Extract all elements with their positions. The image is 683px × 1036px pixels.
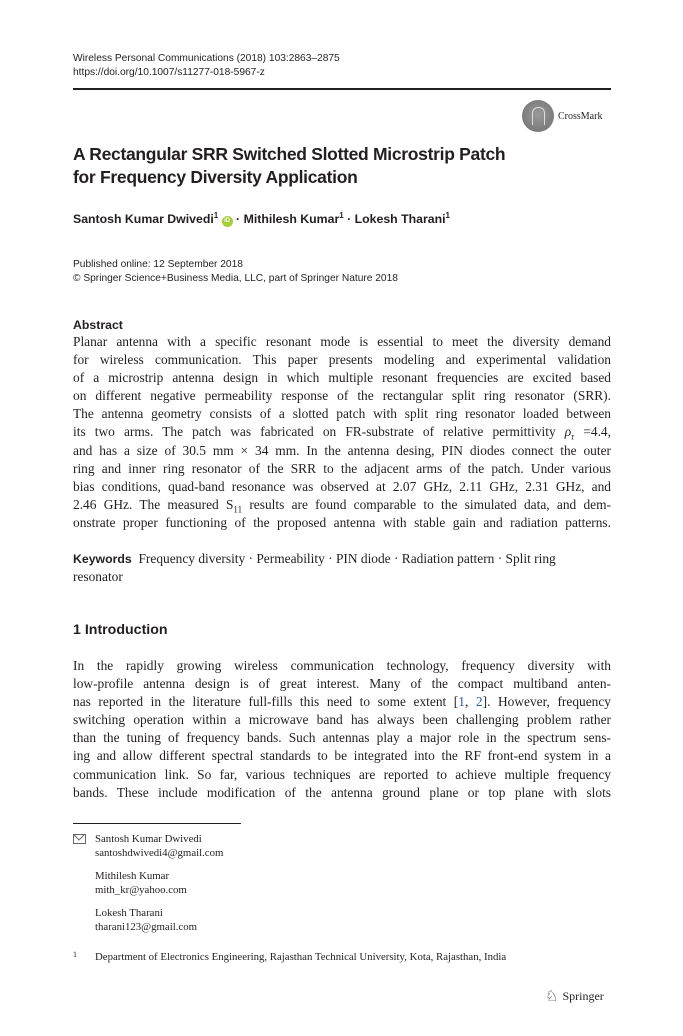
text-line-content — [73, 351, 611, 369]
title-line: for Frequency Diversity Application — [73, 167, 358, 187]
running-header — [73, 52, 340, 79]
envelope-icon — [73, 834, 86, 844]
orcid-icon[interactable]: iD — [222, 216, 233, 227]
text-line — [73, 729, 611, 747]
keywords-label: Keywords — [73, 552, 132, 566]
text-line-content — [73, 514, 611, 532]
header-rule — [73, 88, 611, 90]
affiliation-text: Department of Electronics Engineering, Rajasthan Technical University, Kota, Rajasthan, India — [95, 951, 507, 963]
contact — [73, 869, 187, 897]
text-line-content — [73, 369, 611, 387]
affiliation-number: 1 — [73, 950, 77, 959]
text-segment: bias conditions, quad-band resonance was observed at 2.07 GHz, 2.11 GHz, 2.31 GHz, and — [73, 478, 611, 494]
text-line-content — [73, 729, 611, 747]
author-affiliation-sup: 1 — [213, 211, 219, 220]
text-line-content — [73, 478, 611, 496]
text-line-content — [73, 460, 611, 478]
crossmark-icon — [522, 100, 554, 132]
text-line-content — [73, 675, 611, 693]
contact-email[interactable]: mith_kr@yahoo.com — [95, 884, 187, 896]
paper-title — [73, 143, 505, 189]
contact-email[interactable]: tharani123@gmail.com — [95, 921, 197, 933]
text-segment: results are found comparable to the simulated data, and dem- — [242, 496, 611, 512]
section-heading-introduction: 1 Introduction — [73, 622, 168, 638]
text-segment: communication link. So far, various techniques are reported to achieve multiple frequency — [73, 766, 611, 782]
keywords-text: Frequency diversity · Permeability · PIN diode · Radiation pattern · Split ring — [138, 551, 556, 566]
abstract-body — [73, 333, 611, 532]
text-line — [73, 766, 611, 784]
text-line-content — [73, 442, 611, 460]
contact-name: Mithilesh Kumar — [95, 870, 170, 882]
text-segment: , — [464, 694, 476, 710]
citation-link[interactable]: 1 — [458, 694, 465, 710]
text-line-content — [73, 766, 611, 784]
crossmark-button[interactable] — [522, 100, 602, 132]
text-segment: onstrate proper functioning of the proposed antenna with stable gain and radiation patterns. — [73, 514, 611, 530]
text-line — [73, 405, 611, 423]
introduction-body — [73, 657, 611, 802]
text-segment: than the tuning of frequency bands. Such antennas play a major role in the spectrum sens- — [73, 730, 611, 746]
author-name[interactable]: Mithilesh Kumar — [243, 212, 340, 227]
contact-name: Santosh Kumar Dwivedi — [95, 833, 202, 845]
text-line — [73, 784, 611, 802]
text-segment: for wireless communication. This paper presents modeling and experimental validation — [73, 352, 611, 368]
footnote-rule — [73, 823, 241, 824]
text-line — [73, 351, 611, 369]
publisher-logo — [545, 987, 604, 1006]
text-segment: low-profile antenna design is of great interest. Many of the compact multiband anten- — [73, 676, 611, 692]
author-list: Santosh Kumar Dwivedi$^1$ iD · Mithilesh Kumar$^1$ · Lokesh Tharani$^1$ — [73, 211, 450, 227]
text-segment: ]. However, frequency — [482, 694, 612, 710]
text-segment: ing and allow different spectral standards to be integrated into the RF front-end system in a — [73, 748, 611, 764]
text-line-content — [73, 711, 611, 729]
doi-link[interactable]: https://doi.org/10.1007/s11277-018-5967-z — [73, 66, 265, 78]
copyright: © Springer Science+Business Media, LLC, part of Springer Nature 2018 — [73, 272, 398, 284]
text-line — [73, 333, 611, 351]
publication-info — [73, 258, 398, 285]
springer-horse-icon: ♘ — [545, 989, 559, 1005]
math-symbol: ρ — [564, 424, 572, 440]
text-line — [73, 514, 611, 532]
author-affiliation-sup: 1 — [339, 211, 344, 220]
text-segment: The antenna geometry consists of a slotted patch with split ring resonator loaded between — [73, 406, 611, 422]
text-line — [73, 423, 611, 441]
subscript: 11 — [233, 504, 243, 515]
corresponding-contact — [73, 832, 373, 860]
published-date: Published online: 12 September 2018 — [73, 259, 243, 270]
text-segment: and has a size of 30.5 mm × 34 mm. In the antenna desing, PIN diodes connect the outer — [73, 442, 611, 458]
text-segment: bands. These include modification of the antenna ground plane or top plane with slots — [73, 784, 611, 800]
affiliation — [73, 950, 506, 964]
text-line — [73, 478, 611, 496]
text-line-content — [73, 747, 611, 765]
text-line — [73, 675, 611, 693]
author-affiliation-sup: 1 — [445, 211, 450, 220]
journal-citation: Wireless Personal Communications (2018) 103:2863–2875 — [73, 53, 340, 64]
text-line-content — [73, 784, 611, 802]
text-line-content — [73, 333, 611, 351]
text-line — [73, 442, 611, 460]
contact-name: Lokesh Tharani — [95, 907, 163, 919]
text-line — [73, 387, 611, 405]
text-line — [73, 747, 611, 765]
text-segment: =4.4, — [574, 424, 611, 440]
title-line: A Rectangular SRR Switched Slotted Microstrip Patch — [73, 144, 506, 164]
text-line — [73, 693, 611, 711]
abstract-heading: Abstract — [73, 318, 123, 332]
text-line-content — [73, 405, 611, 423]
keywords-text: resonator — [73, 569, 123, 585]
text-segment: on different negative permeability response of the rectangular split ring resonator (SRR). — [73, 388, 611, 404]
author-name[interactable]: Santosh Kumar Dwivedi — [73, 212, 214, 227]
contact-email[interactable]: santoshdwivedi4@gmail.com — [95, 847, 224, 859]
citation-link[interactable]: 2 — [475, 694, 483, 710]
text-line — [73, 369, 611, 387]
subscript: r — [571, 432, 575, 443]
text-line-content — [73, 657, 611, 675]
author-name[interactable]: Lokesh Tharani — [354, 212, 446, 227]
text-segment: nas reported in the literature full-fills this need to some extent [ — [73, 694, 459, 710]
text-line-content — [73, 387, 611, 405]
crossmark-label: CrossMark — [558, 110, 603, 122]
keywords — [73, 550, 611, 586]
text-line — [73, 711, 611, 729]
text-line — [73, 657, 611, 675]
contact — [73, 906, 197, 934]
publisher-name: Springer — [562, 989, 604, 1003]
text-segment: switching operation within a microwave band has always been challenging problem rather — [73, 712, 611, 728]
text-segment: of a microstrip antenna design in which multiple resonant frequencies are excited based — [73, 370, 611, 386]
text-line — [73, 496, 611, 514]
text-segment: ring and inner ring resonator of the SRR to the adjacent arms of the patch. Under various — [73, 460, 611, 476]
text-segment: Planar antenna with a specific resonant mode is essential to meet the diversity demand — [73, 334, 611, 349]
text-segment: its two arms. The patch was fabricated on FR-substrate of relative permittivity — [73, 424, 565, 440]
text-line — [73, 460, 611, 478]
text-segment: 2.46 GHz. The measured S — [73, 496, 234, 512]
text-segment: In the rapidly growing wireless communication technology, frequency diversity with — [73, 658, 611, 673]
text-line-content — [73, 693, 611, 711]
